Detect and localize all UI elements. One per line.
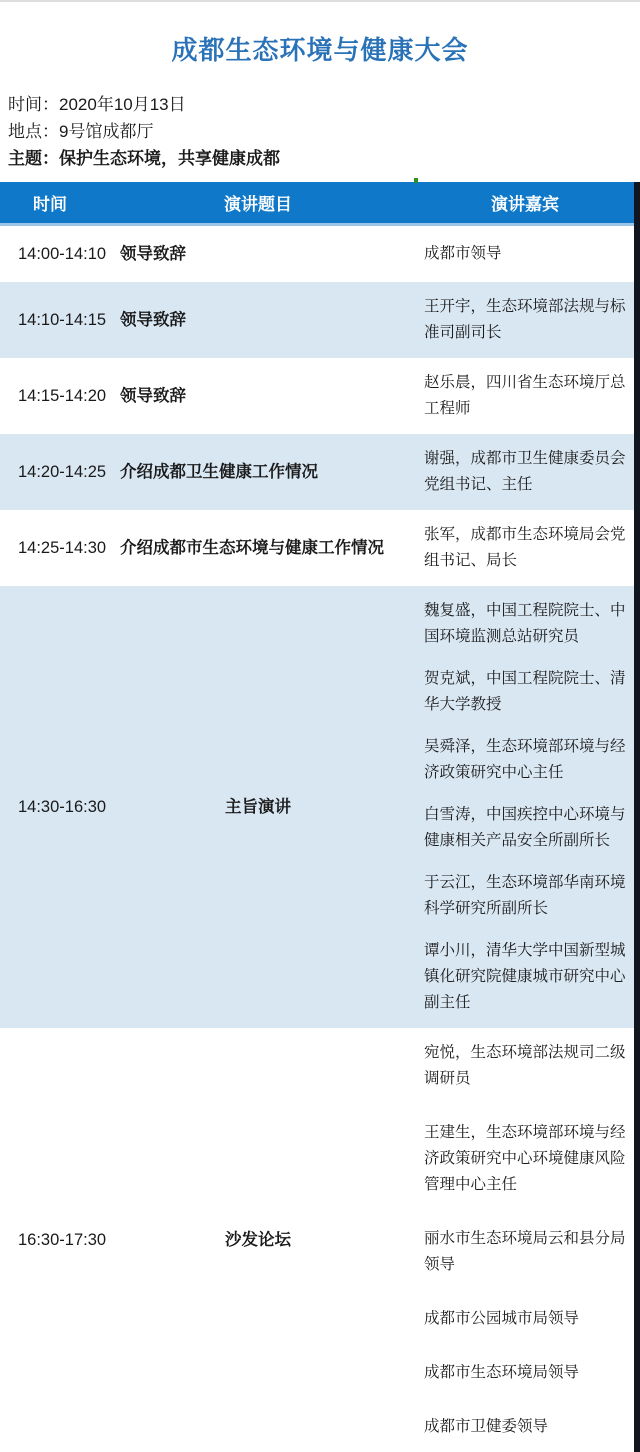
speaker-cell <box>416 434 634 510</box>
speaker-entry: 王建生，生态环境部环境与经济政策研究中心环境健康风险管理中心主任 <box>424 1124 626 1193</box>
meta-label-date: 时间： <box>8 95 59 114</box>
speaker-cell <box>416 510 634 586</box>
time-cell: 14:25-14:30 <box>18 539 107 557</box>
top-edge-line <box>0 0 640 2</box>
meta-line-location <box>8 118 632 145</box>
speaker-entry: 贺克斌，中国工程院院士、清华大学教授 <box>424 670 626 713</box>
time-cell: 14:15-14:20 <box>18 387 107 405</box>
topic-cell: 介绍成都市生态环境与健康工作情况 <box>120 539 384 557</box>
topic-cell: 领导致辞 <box>120 387 186 405</box>
table-row <box>0 282 634 358</box>
speaker-cell <box>416 358 634 434</box>
topic-cell: 介绍成都卫生健康工作情况 <box>120 463 318 481</box>
topic-cell: 主旨演讲 <box>225 798 291 816</box>
speaker-entry: 赵乐晨，四川省生态环境厅总工程师 <box>424 374 626 417</box>
speaker-entry: 白雪涛，中国疾控中心环境与健康相关产品安全所副所长 <box>424 806 626 849</box>
time-cell: 14:20-14:25 <box>18 463 107 481</box>
table-row <box>0 586 634 1028</box>
meta-line-date <box>8 91 632 118</box>
speaker-entry: 谢强，成都市卫生健康委员会党组书记、主任 <box>424 450 626 493</box>
meta-label-theme: 主题： <box>8 149 59 168</box>
header-time: 时间 <box>33 195 67 214</box>
speaker-entry: 成都市公园城市局领导 <box>424 1310 580 1327</box>
table-row <box>0 510 634 586</box>
speaker-cell <box>416 226 634 282</box>
table-header-row <box>0 182 634 226</box>
speaker-entry: 王开宇，生态环境部法规与标准司副司长 <box>424 298 626 341</box>
speaker-entry: 宛悦，生态环境部法规司二级调研员 <box>424 1044 626 1087</box>
speaker-entry: 张军，成都市生态环境局会党组书记、局长 <box>424 526 626 569</box>
speaker-entry: 成都市卫健委领导 <box>424 1418 549 1435</box>
speaker-entry: 成都市生态环境局领导 <box>424 1364 580 1381</box>
speaker-entry: 吴舜泽，生态环境部环境与经济政策研究中心主任 <box>424 738 626 781</box>
table-row <box>0 434 634 510</box>
time-cell: 16:30-17:30 <box>18 1231 107 1249</box>
time-cell: 14:10-14:15 <box>18 311 107 329</box>
meta-value-location: 9号馆成都厅 <box>59 122 154 141</box>
speaker-entry: 于云江，生态环境部华南环境科学研究所副所长 <box>424 874 626 917</box>
page-title: 成都生态环境与健康大会 <box>171 35 469 65</box>
header-topic: 演讲题目 <box>224 195 292 214</box>
meta-label-location: 地点： <box>8 122 59 141</box>
time-cell: 14:00-14:10 <box>18 245 107 263</box>
meta-value-date: 2020年10月13日 <box>59 95 186 114</box>
meta-block <box>0 83 640 182</box>
topic-cell: 领导致辞 <box>120 311 186 329</box>
speaker-cell <box>416 1028 634 1452</box>
green-pixel-artifact <box>414 178 418 183</box>
speaker-entry: 谭小川，清华大学中国新型城镇化研究院健康城市研究中心副主任 <box>424 942 626 1011</box>
table-row <box>0 226 634 282</box>
speaker-cell <box>416 586 634 1028</box>
meta-value-theme: 保护生态环境，共享健康成都 <box>59 149 280 168</box>
header-speaker: 演讲嘉宾 <box>491 195 559 214</box>
speaker-entry: 魏复盛，中国工程院院士、中国环境监测总站研究员 <box>424 602 626 645</box>
time-cell: 14:30-16:30 <box>18 798 107 816</box>
topic-cell: 领导致辞 <box>120 245 186 263</box>
table-row <box>0 358 634 434</box>
table-body <box>0 226 634 1452</box>
meta-line-theme <box>8 145 632 172</box>
speaker-entry: 丽水市生态环境局云和县分局领导 <box>424 1230 626 1273</box>
speaker-entry: 成都市领导 <box>424 245 502 262</box>
table-row <box>0 1028 634 1452</box>
topic-cell: 沙发论坛 <box>225 1231 291 1249</box>
schedule-table <box>0 182 640 1452</box>
speaker-cell <box>416 282 634 358</box>
